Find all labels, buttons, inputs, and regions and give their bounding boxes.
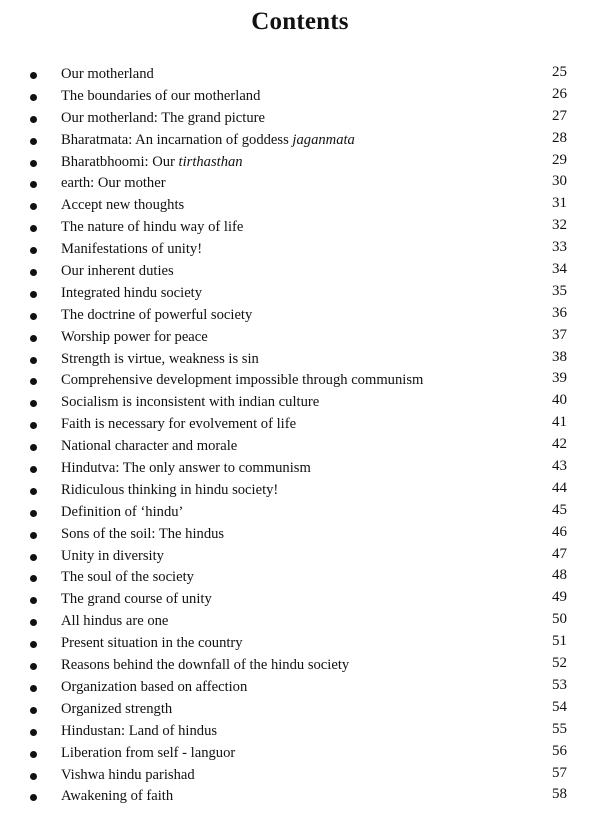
bullet-icon [30,444,37,451]
toc-entry-text: Sons of the soil: The hindus [61,525,225,542]
toc-entry-text: The boundaries of our motherland [61,87,261,104]
toc-page-number: 48 [552,567,567,584]
toc-entry [0,611,600,633]
toc-entry [0,436,600,458]
toc-page-number: 33 [552,239,567,256]
toc-entry-title [61,392,319,414]
toc-entry [0,283,600,305]
bullet-icon [30,335,37,342]
toc-entry-title [61,173,166,195]
bullet-icon [30,707,37,714]
toc-entry [0,765,600,787]
toc-entry-text: Our motherland [61,66,154,82]
toc-page-number: 36 [552,304,567,321]
toc-entry-text: Liberation from self - languor [61,744,236,761]
toc-entry [0,458,600,480]
toc-entry-title [61,349,259,371]
bullet-icon [30,138,37,145]
toc-page-number: 56 [552,742,567,759]
toc-entry [0,86,600,108]
toc-entry [0,677,600,699]
toc-entry-text: Socialism is inconsistent with indian culture [61,394,320,411]
toc-entry-text: Reasons behind the downfall of the hindu society [61,657,350,674]
bullet-icon [30,575,37,582]
toc-entry [0,195,600,217]
toc-entry [0,327,600,349]
bullet-icon [30,357,37,364]
bullet-icon [30,181,37,188]
bullet-icon [30,663,37,670]
toc-page-number: 39 [552,370,567,387]
toc-page-number: 41 [552,414,567,431]
toc-page-number: 40 [552,392,567,409]
toc-page-number: 35 [552,282,567,299]
bullet-icon [30,685,37,692]
toc-page-number: 46 [552,523,567,540]
toc-page-number: 52 [552,655,567,672]
toc-page-number: 37 [552,326,567,343]
toc-page-number: 49 [552,589,567,606]
toc-entry-title [61,414,296,436]
toc-entry-italic-text: jaganmata [292,131,355,148]
toc-entry-text: Definition of ‘hindu’ [61,503,184,520]
toc-page-number: 57 [552,764,567,781]
toc-entry-title [61,655,349,677]
toc-page-number: 32 [552,217,567,234]
page-title: Contents [251,8,349,35]
toc-entry-title [61,677,247,699]
bullet-icon [30,751,37,758]
toc-page-number: 43 [552,458,567,475]
toc-page-number: 27 [552,107,567,124]
toc-entry [0,567,600,589]
bullet-icon [30,313,37,320]
toc-entry [0,546,600,568]
toc-entry-title [61,502,183,524]
toc-entry-text: Bharatbhoomi: Our [61,153,179,170]
toc-entry [0,239,600,261]
toc-page-number: 58 [552,786,567,803]
bullet-icon [30,729,37,736]
bullet-icon [30,488,37,495]
toc-entry-title [61,370,423,392]
toc-page-number: 25 [552,64,567,80]
toc-entry [0,589,600,611]
bullet-icon [30,160,37,167]
bullet-icon [30,94,37,101]
toc-entry-title [61,261,174,283]
toc-entry-title [61,546,164,568]
toc-entry-text: Present situation in the country [61,635,243,652]
toc-page-number: 26 [552,85,567,102]
bullet-icon [30,72,37,79]
toc-entry-text: Bharatmata: An incarnation of goddess [61,131,293,148]
toc-entry-text: Organization based on affection [61,678,248,695]
toc-entry [0,173,600,195]
table-of-contents [0,64,600,808]
toc-entry [0,524,600,546]
toc-entry [0,414,600,436]
toc-entry [0,502,600,524]
toc-entry [0,64,600,86]
toc-entry [0,108,600,130]
toc-page-number: 34 [552,261,567,278]
toc-page-number: 29 [552,151,567,168]
toc-entry-text: Strength is virtue, weakness is sin [61,350,259,367]
toc-entry-text: Vishwa hindu parishad [61,766,195,783]
toc-entry-title [61,305,252,327]
toc-page-number: 38 [552,348,567,365]
toc-entry [0,152,600,174]
toc-entry-text: Hindutva: The only answer to communism [61,460,311,477]
toc-page-number: 45 [552,501,567,518]
toc-entry-title [61,524,224,546]
toc-entry-text: The grand course of unity [61,591,212,608]
bullet-icon [30,422,37,429]
bullet-icon [30,554,37,561]
toc-entry-text: Organized strength [61,700,173,717]
toc-entry-title [61,64,154,86]
toc-entry-title [61,589,212,611]
toc-entry-title [61,611,168,633]
toc-entry-text: Awakening of faith [61,788,174,805]
toc-page-number: 54 [552,698,567,715]
toc-page-number: 47 [552,545,567,562]
toc-entry-title [61,699,172,721]
bullet-icon [30,466,37,473]
toc-entry-title [61,743,235,765]
toc-entry [0,743,600,765]
toc-entry-text: Integrated hindu society [61,284,203,301]
bullet-icon [30,510,37,517]
toc-entry-title [61,327,208,349]
toc-entry-title [61,217,243,239]
toc-entry-text: National character and morale [61,438,238,455]
toc-page-number: 50 [552,611,567,628]
toc-entry-text: Accept new thoughts [61,197,185,214]
toc-entry-text: Worship power for peace [61,328,208,345]
toc-page-number: 30 [552,173,567,190]
toc-entry-text: Unity in diversity [61,547,164,564]
toc-entry [0,305,600,327]
toc-entry-text: All hindus are one [61,613,169,630]
toc-entry-title [61,480,278,502]
toc-entry [0,655,600,677]
toc-entry-title [61,567,194,589]
toc-entry [0,217,600,239]
toc-entry-text: Comprehensive development impossible through communism [61,372,424,389]
bullet-icon [30,794,37,801]
toc-entry-text: The soul of the society [61,569,194,586]
toc-entry-title [61,765,195,787]
toc-entry-text: Hindustan: Land of hindus [61,722,218,739]
toc-entry-title [61,458,311,480]
toc-entry-title [61,195,184,217]
toc-entry [0,370,600,392]
toc-entry [0,392,600,414]
toc-entry [0,349,600,371]
toc-entry [0,633,600,655]
toc-entry [0,261,600,283]
toc-page-number: 44 [552,479,567,496]
toc-entry [0,699,600,721]
toc-entry-title [61,108,265,130]
toc-entry-text: Ridiculous thinking in hindu society! [61,481,279,498]
toc-entry-title [61,239,202,261]
bullet-icon [30,619,37,626]
toc-entry-text: Faith is necessary for evolvement of life [61,416,297,433]
toc-entry [0,786,600,808]
toc-page-number: 55 [552,720,567,737]
bullet-icon [30,597,37,604]
toc-entry-title [61,283,202,305]
toc-entry-title [61,130,355,152]
toc-entry-text: Manifestations of unity! [61,241,203,258]
toc-entry [0,721,600,743]
toc-entry-title [61,633,243,655]
toc-entry-italic-text: tirthasthan [178,153,243,170]
bullet-icon [30,247,37,254]
bullet-icon [30,203,37,210]
toc-page-number: 42 [552,436,567,453]
toc-entry-title [61,86,260,108]
toc-page-number: 51 [552,633,567,650]
toc-page-number: 31 [552,195,567,212]
toc-entry-text: Our motherland: The grand picture [61,109,265,126]
bullet-icon [30,378,37,385]
toc-entry [0,130,600,152]
bullet-icon [30,532,37,539]
bullet-icon [30,773,37,780]
bullet-icon [30,225,37,232]
toc-entry-text: The doctrine of powerful society [61,306,253,323]
toc-entry-title [61,721,217,743]
bullet-icon [30,116,37,123]
toc-entry-title [61,152,243,174]
bullet-icon [30,400,37,407]
bullet-icon [30,641,37,648]
toc-entry-text: Our inherent duties [61,263,174,280]
toc-page-number: 53 [552,676,567,693]
toc-page-number: 28 [552,129,567,146]
bullet-icon [30,291,37,298]
toc-entry-text: earth: Our mother [61,175,166,192]
toc-entry-text: The nature of hindu way of life [61,219,244,236]
bullet-icon [30,269,37,276]
toc-entry-title [61,436,237,458]
toc-entry-title [61,786,173,808]
toc-entry [0,480,600,502]
